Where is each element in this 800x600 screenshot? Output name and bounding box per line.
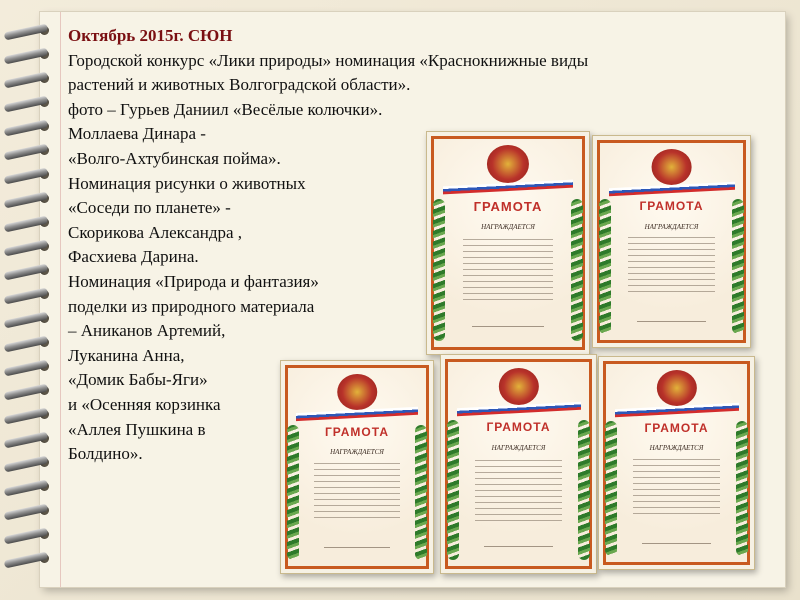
certificate-award-label: НАГРАЖДАЕТСЯ: [649, 443, 704, 452]
spiral-ring: [4, 142, 56, 160]
ring-wire: [4, 96, 49, 113]
spiral-ring: [4, 238, 56, 256]
spiral-ring: [4, 262, 56, 280]
ring-wire: [4, 432, 49, 449]
ring-wire: [4, 216, 49, 233]
spiral-ring: [4, 94, 56, 112]
spiral-ring: [4, 22, 56, 40]
certificate-award-label: НАГРАЖДАЕТСЯ: [644, 222, 699, 231]
certificate-award-label: НАГРАЖДАЕТСЯ: [330, 447, 384, 456]
spiral-ring: [4, 430, 56, 448]
ring-wire: [4, 24, 49, 41]
date-heading: Октябрь 2015г. СЮН: [68, 26, 233, 45]
certificate-body-text: [314, 463, 399, 522]
ring-wire: [4, 528, 49, 545]
text-line: Фасхиева Дарина.: [68, 247, 199, 267]
ring-wire: [4, 408, 49, 425]
text-line: Моллаева Динара -: [68, 124, 206, 144]
text-line: Городской конкурс «Лики природы» номинация «Краснокнижные виды: [68, 50, 589, 70]
ring-wire: [4, 240, 49, 257]
text-line: «Аллея Пушкина в: [68, 419, 206, 439]
certificate-title: ГРАМОТА: [644, 420, 709, 435]
ring-wire: [4, 264, 49, 281]
ring-wire: [4, 48, 49, 65]
certificate-award-label: НАГРАЖДАЕТСЯ: [481, 223, 535, 232]
text-line: фото – Гурьев Даниил «Весёлые колючки».: [68, 99, 383, 119]
ring-wire: [4, 336, 49, 353]
spiral-ring: [4, 502, 56, 520]
certificate-title: ГРАМОТА: [639, 199, 704, 214]
certificate-title: ГРАМОТА: [473, 198, 543, 214]
spiral-ring: [4, 214, 56, 232]
spiral-ring: [4, 310, 56, 328]
ring-wire: [4, 312, 49, 329]
spiral-ring: [4, 118, 56, 136]
slide-text: [68, 24, 768, 467]
ring-wire: [4, 360, 49, 377]
certificate-award-label: НАГРАЖДАЕТСЯ: [491, 444, 546, 453]
text-line: растений и животных Волгоградской области».: [68, 75, 411, 95]
spiral-binding: [0, 22, 60, 582]
ring-wire: [4, 552, 49, 569]
spiral-ring: [4, 526, 56, 544]
text-line: Номинация рисунки о животных: [68, 173, 306, 193]
text-line: Луканина Анна,: [68, 345, 185, 365]
ring-wire: [4, 384, 49, 401]
text-line: и «Осенняя корзинка: [68, 394, 221, 414]
text-line: «Домик Бабы-Яги»: [68, 370, 208, 390]
ring-wire: [4, 168, 49, 185]
spiral-ring: [4, 358, 56, 376]
spiral-ring: [4, 166, 56, 184]
certificate-signature: [484, 540, 552, 547]
certificate-title: ГРАМОТА: [486, 420, 551, 435]
certificate-body-text: [475, 460, 562, 521]
spiral-ring: [4, 382, 56, 400]
text-line: Болдино».: [68, 444, 143, 464]
text-line: Скорикова Александра ,: [68, 222, 243, 242]
ring-wire: [4, 456, 49, 473]
spiral-ring: [4, 46, 56, 64]
spiral-ring: [4, 406, 56, 424]
spiral-ring: [4, 334, 56, 352]
certificate-body-text: [633, 459, 720, 518]
spiral-ring: [4, 70, 56, 88]
ring-wire: [4, 144, 49, 161]
spiral-ring: [4, 550, 56, 568]
ring-wire: [4, 288, 49, 305]
spiral-ring: [4, 190, 56, 208]
text-line: «Соседи по планете» -: [68, 198, 231, 218]
text-line: – Аниканов Артемий,: [68, 321, 226, 341]
spiral-ring: [4, 454, 56, 472]
text-line: «Волго-Ахтубинская пойма».: [68, 148, 281, 168]
margin-line: [60, 12, 61, 587]
ring-wire: [4, 120, 49, 137]
spiral-ring: [4, 286, 56, 304]
text-line: Номинация «Природа и фантазия»: [68, 271, 319, 291]
certificate-title: ГРАМОТА: [325, 424, 389, 439]
ring-wire: [4, 480, 49, 497]
ring-wire: [4, 504, 49, 521]
certificate-signature: [642, 537, 710, 544]
text-line: поделки из природного материала: [68, 296, 315, 316]
certificate-signature: [324, 541, 391, 548]
spiral-ring: [4, 478, 56, 496]
ring-wire: [4, 72, 49, 89]
ring-wire: [4, 192, 49, 209]
